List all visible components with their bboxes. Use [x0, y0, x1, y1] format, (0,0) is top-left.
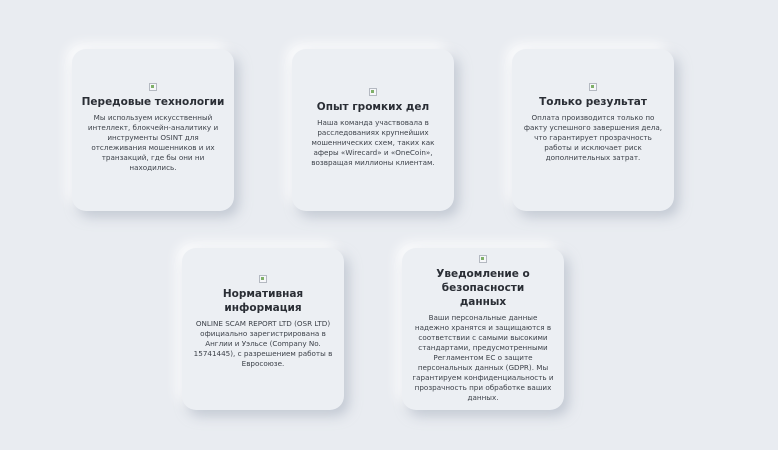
feature-card-result	[512, 49, 674, 211]
feature-card-regulatory	[182, 248, 344, 410]
feature-card-technologies	[72, 49, 234, 211]
feature-title: Передовые технологии	[81, 96, 225, 108]
feature-title: Опыт громких дел	[316, 101, 430, 113]
image-icon	[369, 88, 377, 96]
image-icon	[259, 275, 267, 283]
feature-text: ONLINE SCAM REPORT LTD (OSR LTD) официально зарегистрирована в Англии и Уэльсе (Company No. 15741445), с разрешением работы в Евросоюзе.	[193, 319, 333, 368]
image-icon	[589, 83, 597, 91]
feature-text: Оплата производится только по факту успешного завершения дела, что гарантирует прозрачность работы и исключает риск дополнительных затрат.	[523, 113, 663, 162]
image-icon	[479, 255, 487, 263]
image-icon	[149, 83, 157, 91]
feature-title: Только результат	[539, 96, 647, 108]
feature-text: Мы используем искусственный интеллект, блокчейн-аналитику и инструменты OSINT для отслеживания мошенников и их транзакций, где бы они ни находились.	[87, 113, 219, 172]
feature-card-experience	[292, 49, 454, 211]
feature-title: Уведомление о безопасности данных	[436, 268, 530, 308]
feature-text: Ваши персональные данные надежно хранятся и защищаются в соответствии с самыми высокими стандартами, предусмотренными Регламентом ЕС о защите персональных данных (GDPR). Мы гарантируем конфиденциальность и прозрачность при обработке ваших данных.	[412, 313, 554, 402]
feature-title: Нормативная информация	[222, 288, 304, 314]
feature-card-data-security	[402, 248, 564, 410]
feature-text: Наша команда участвовала в расследованиях крупнейших мошеннических схем, таких как аферы «Wirecard» и «OneCoin», возвращая миллионы клиентам.	[311, 118, 435, 167]
